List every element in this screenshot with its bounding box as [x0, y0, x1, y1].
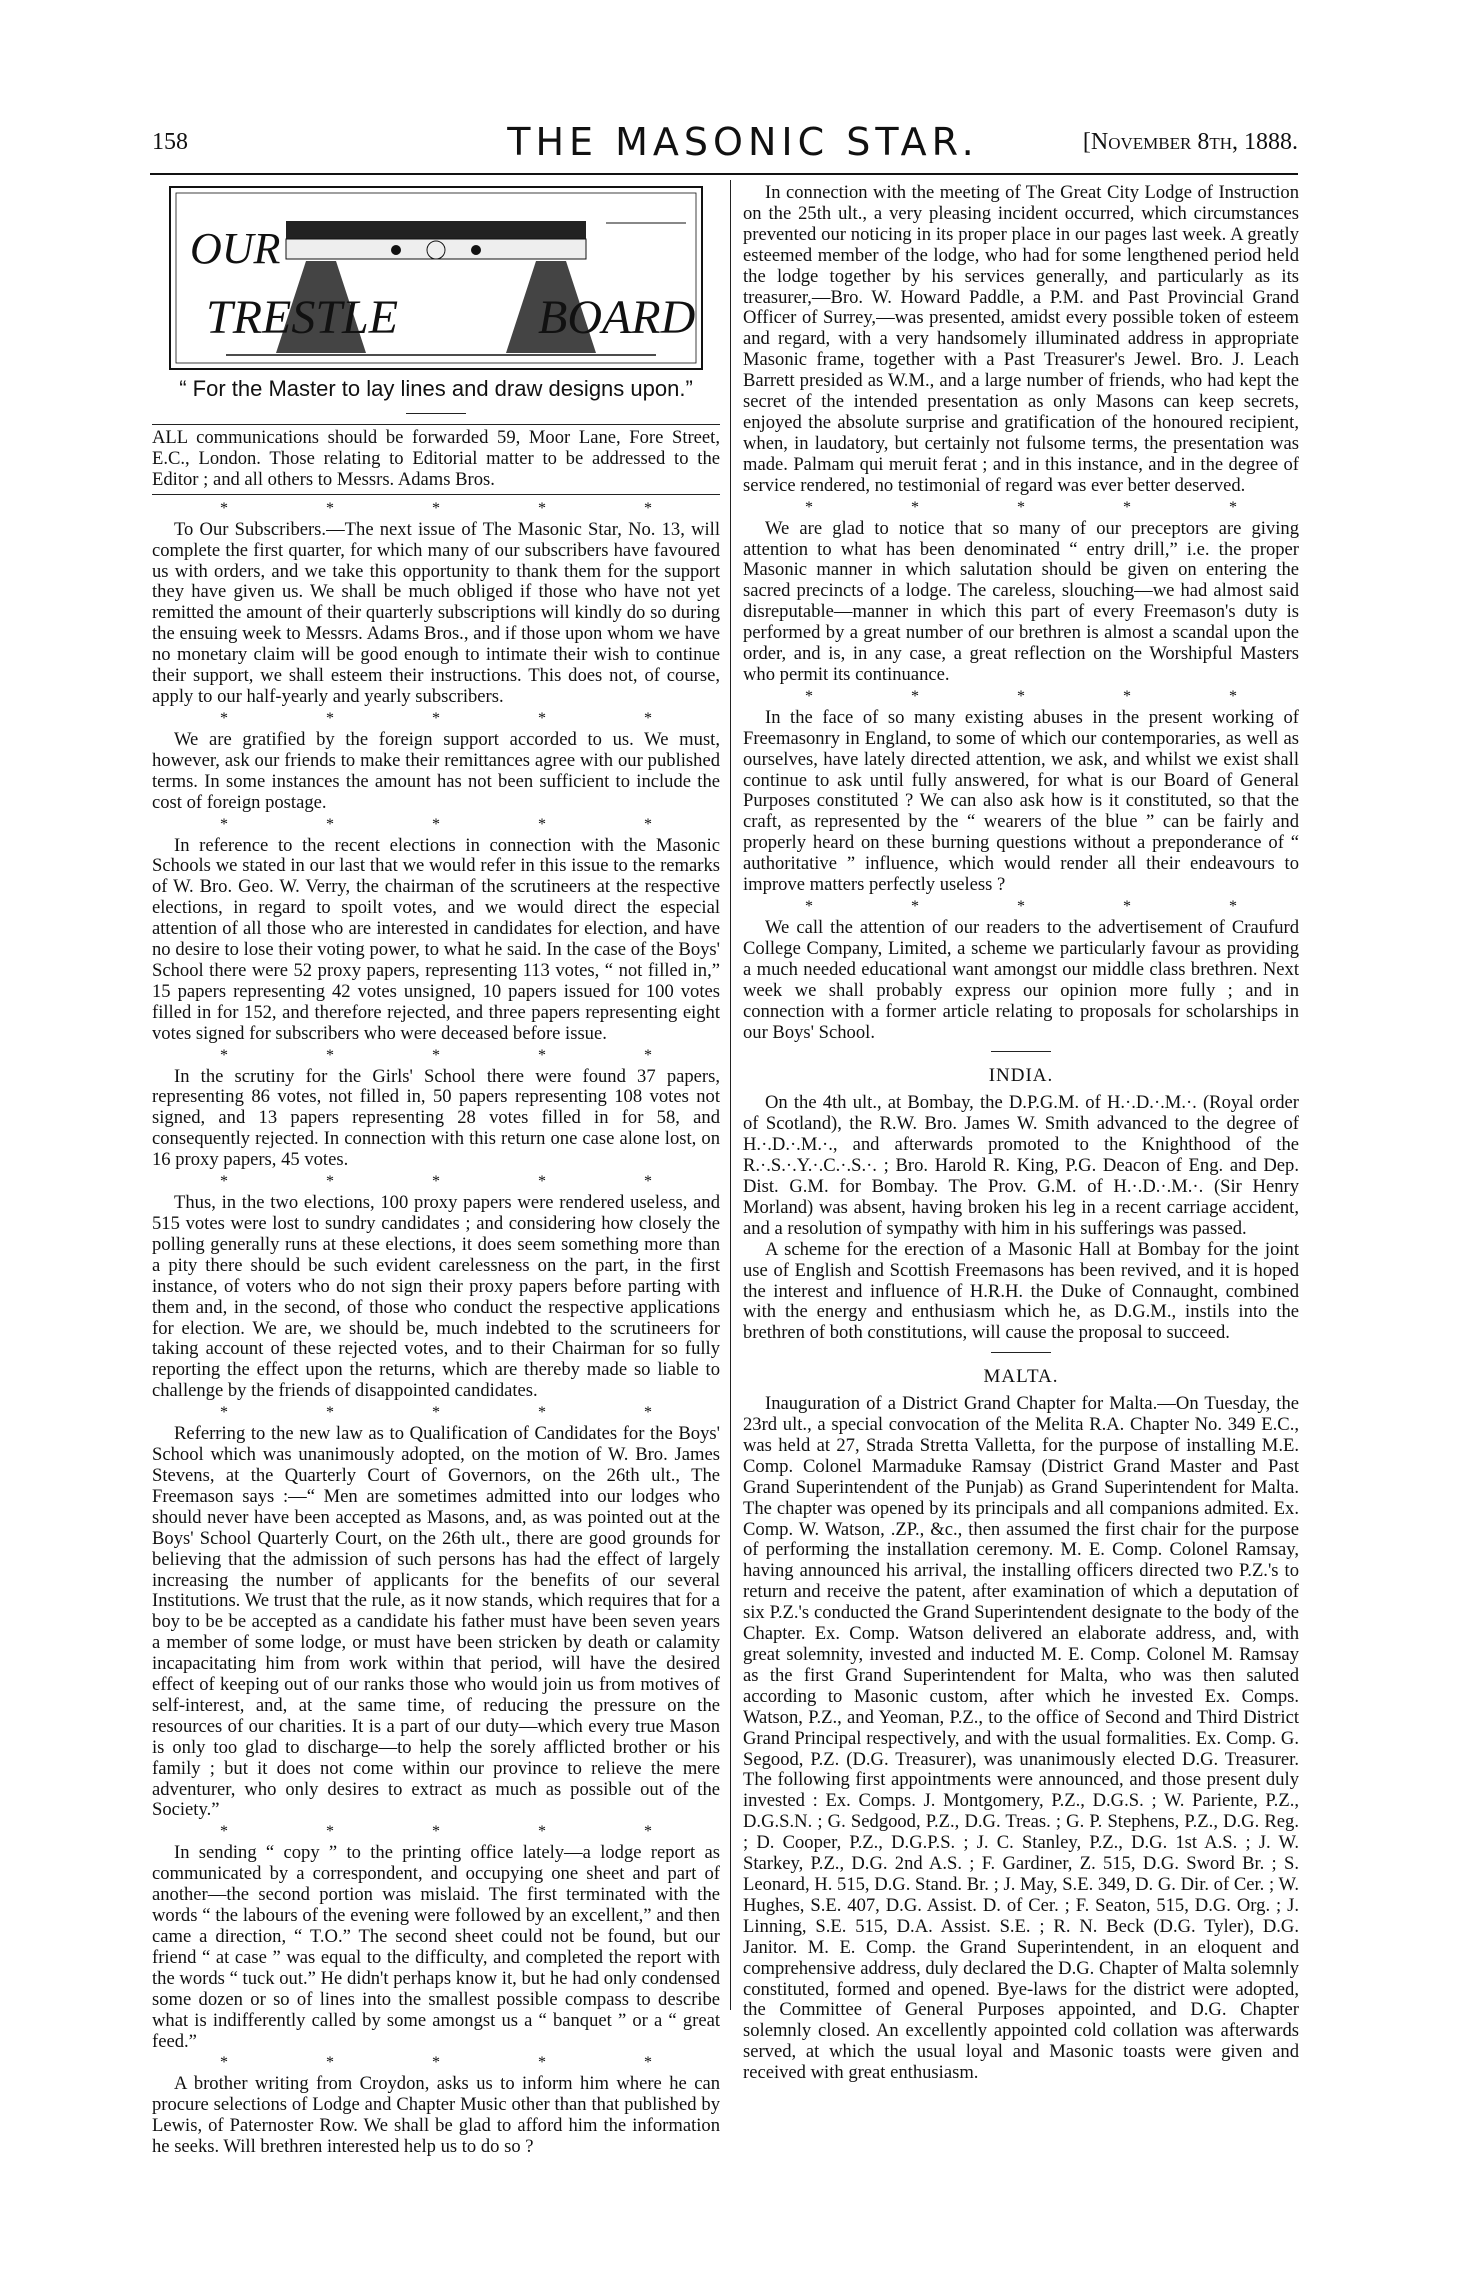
paragraph: In connection with the meeting of The Great City Lodge of Instruction on the 25th ult., a very pleasing incident occurred, which circumstances prevented our noticing in its proper place in our pages last week. A greatly esteemed member of the lodge, who had for some lengthened period held the lodge together by his services generally, and particularly as its treasurer,—Bro. W. Howard Paddle, a P.M. and Past Provincial Grand Officer of Surrey,—was presented, amidst every possible token of esteem and regard, with a very handsomely illuminated address in appropriate Masonic frame, together with a Past Treasurer's Jewel. Bro. J. Leach Barrett presided as W.M., and a large number of friends, who had kept the secret of the intended presentation as only Masons can keep secrets, enjoyed the absolute surprise and gratification of the honoured recipient, when, in laudatory, but certainly not fulsome terms, the presentation was made. Palmam qui meruit ferat ; and in this instance, and in the degree of service rendered, no testimonial of regard was ever better deserved.: [743, 182, 1299, 496]
paragraph: Referring to the new law as to Qualification of Candidates for the Boys' School which was unanimously adopted, on the motion of W. Bro. James Stevens, at the Quarterly Court of Governors, on the 26th ult., The Freemason says :—“ Men are sometimes admitted into our lodges who should never have been accepted as Masons, and, as was pointed out at the Boys' School Quarterly Court, on the 26th ult., there are good grounds for believing that the admission of such persons has had the effect of largely increasing the number of applicants for the benefits of our several Institutions. We trust that the rule, as it now stands, which requires that for a boy to be be accepted as a candidate his father must have been seven years a member of some lodge, or must have been stricken by death or calamity incapacitating him from work within that period, will have the desired effect of keeping out of our ranks those who would join us from motives of self-interest, and, at the same time, of reducing the pressure on the resources of our charities. It is a part of our duty—which every true Mason is only too glad to discharge—to help the sorely afflicted brother or his family ; but it does not come within our province to relieve the mere adventurer, who only desires to extract as much as possible out of the Society.”: [152, 1423, 720, 1821]
section-separator: * * * * *: [220, 499, 652, 517]
column-divider: [730, 180, 731, 2010]
divider: [991, 1352, 1051, 1353]
paragraph: Thus, in the two elections, 100 proxy papers were rendered useless, and 515 votes were lost to sundry candidates ; and considering how closely the polling generally runs at these elections, it does seem something more than a pity there should be such evident carelessness on the part, in the first instance, of voters who do not sign their proxy papers before parting with them and, in the second, of those who conduct the respective applications for election. We are, we should be, much indebted to the scrutineers for taking account of these rejected votes, and to their Chairman for so fully reporting the effect upon the returns, which are thereby made so liable to challenge by the friends of disappointed candidates.: [152, 1192, 720, 1402]
section-heading-india: INDIA.: [988, 1065, 1054, 1087]
paragraph: To Our Subscribers.—The next issue of The Masonic Star, No. 13, will complete the first quarter, for which many of our subscribers have favoured us with orders, and we take this opportunity to thank them for the support they have given us. We shall be much obliged if those who have not yet remitted the amount of their quarterly subscriptions will kindly do so during the ensuing week to Messrs. Adams Bros., and if those upon whom we have no monetary claim will be good enough to intimate their wish to continue their support, we shall esteem their instructions. This does not, of course, apply to our half-yearly and yearly subscribers.: [152, 518, 720, 707]
header-rule: [150, 173, 1298, 175]
divider: [152, 494, 720, 495]
paragraph: We are glad to notice that so many of our preceptors are giving attention to what has been denominated “ entry drill,” i.e. the proper Masonic manner in which salutation should be given on entering the sacred precincts of a lodge. The careless, slouching—we had almost said disreputable—manner in which this part of every Freemason's duty is performed by a great number of our brethren is almost a scandal upon the order, and is, in any case, a great reflection on the Worshipful Masters who permit its continuance.: [743, 517, 1299, 685]
section-separator: * * * * *: [220, 709, 652, 727]
section-separator: * * * * *: [805, 898, 1237, 915]
divider: [406, 413, 466, 414]
left-column: [152, 183, 720, 2158]
section-heading-malta: MALTA.: [983, 1366, 1059, 1388]
svg-text:BOARD: BOARD: [538, 291, 696, 344]
section-separator: * * * * *: [220, 1173, 652, 1191]
paragraph: In reference to the recent elections in connection with the Masonic Schools we stated in our last that we would refer in this issue to the remarks of W. Bro. Geo. W. Verry, the chairman of the scrutineers at the respective elections, in regard to spoilt votes, and we would direct the especial attention of all those who are interested in candidates for election, and have no desire to lose their voting power, to what he said. In the case of the Boys' School there were 52 proxy papers, representing 113 votes, “ not filled in,” 15 papers representing 42 votes unsigned, 10 papers issued for 100 votes filled in for 152, and therefore rejected, and three papers representing eight votes signed for subscribers who were deceased before issue.: [152, 834, 720, 1044]
divider: [152, 424, 720, 425]
section-separator: * * * * *: [220, 1046, 652, 1064]
paragraph: In sending “ copy ” to the printing office lately—a lodge report as communicated by a correspondent, and occupying one sheet and part of another—the second portion was mislaid. The first terminated with the words “ the labours of the evening were followed by an excellent,” and then came a direction, “ T.O.” The second sheet could not be found, but our friend “ at case ” was equal to the difficulty, and completed the report with the words “ tuck out.” He didn't perhaps know it, but he had only condensed some dozen or so of lines into the smallest possible compass to describe what is indifferently called by some amongst us a “ banquet ” or a “ great feed.”: [152, 1842, 720, 2052]
logo-motto: “ For the Master to lay lines and draw designs upon.”: [179, 376, 693, 401]
communications-notice: ALL communications should be forwarded 59, Moor Lane, Fore Street, E.C., London. Those relating to Editorial matter to be addressed to the Editor ; and all others to Messrs. Adams Bros.: [152, 427, 720, 490]
page-number: 158: [152, 129, 188, 155]
section-separator: * * * * *: [805, 687, 1237, 705]
page-title: THE MASONIC STAR.: [507, 120, 979, 164]
divider: [991, 1051, 1051, 1052]
section-separator: * * * * *: [220, 1404, 652, 1422]
paragraph: Inauguration of a District Grand Chapter for Malta.—On Tuesday, the 23rd ult., a special convocation of the Melita R.A. Chapter No. 349 E.C., was held at 27, Strada Stretta Valletta, for the purpose of installing M.E. Comp. Colonel Marmaduke Ramsay (District Grand Master and Past Grand Superintendent of the Punjab) as Grand Superintendent for Malta. The chapter was opened by its principals and all companions admited. Ex. Comp. W. Watson, .ZP., &c., then assumed the first chair for the purpose of performing the installation ceremony. M. E. Comp. Colonel Ramsay, having announced his arrival, the installing officers directed two P.Z.'s to return and receive the patent, after examination of which a deputation of six P.Z.'s conducted the Grand Superintendent designate to the body of the Chapter. Ex. Comp. Watson delivered an elaborate address, and, with great solemnity, invested and inducted M. E. Comp. Colonel M. Ramsay as the first Grand Superintendent for Malta, who was then saluted according to Masonic custom, after which he invested Ex. Comps. Watson, P.Z., and Yeoman, P.Z., to the office of Second and Third District Grand Principal respectively, and with the usual formalities. Ex. Comp. G. Segood, P.Z. (D.G. Treasurer), was unanimously elected D.G. Treasurer. The following first appointments were announced, and those present duly invested : Ex. Comps. J. Montgomery, P.Z., D.G.S. ; W. Pariente, P.Z., D.G.S.N. ; G. Sedgood, P.Z., D.G. Treas. ; G. P. Stephens, P.Z., D.G. Reg. ; D. Cooper, P.Z., D.G.P.S. ; J. C. Stanley, P.Z., D.G. 1st A.S. ; J. W. Starkey, P.Z., D.G. 2nd A.S. ; F. Gardiner, Z. 515, D.G. Sword Br. ; S. Leonard, H. 515, D.G. Stand. Br. ; J. May, S.E. 349, D. G. Dir. of Cer. ; W. Hughes, S.E. 407, D.G. Assist. D. of Cer. ; F. Seaton, 515, D.G. Org. ; J. Linning, S.E. 515, D.A. Assist. S.E. ; R. N. Beck (D.G. Tyler), D.G. Janitor. M. E. Comp. the Grand Superintendent, in an eloquent and comprehensive address, duly declared the D.G. Chapter of Malta solemnly constituted, formed and opened. Bye-laws for the district were adopted, the Committee of General Purposes appointed, and D.G. Chapter solemnly closed. An excellently appointed cold collation was afterwards served, at which the usual loyal and Masonic toasts were given and received with great enthusiasm.: [743, 1393, 1299, 2084]
page-date: [November 8th, 1888.: [1082, 129, 1298, 155]
paragraph: In the scrutiny for the Girls' School there were found 37 papers, representing 86 votes, not filled in, 50 papers representing 108 votes not signed, and 13 papers representing 28 votes filled in for 58, and consequently rejected. In connection with this return one case alone lost, on 16 proxy papers, 45 votes.: [152, 1065, 720, 1171]
paragraph: A scheme for the erection of a Masonic Hall at Bombay for the joint use of English and Scottish Freemasons has been revived, and it is hoped the interest and influence of H.R.H. the Duke of Connaught, combined with the energy and enthusiasm which he, as D.G.M., instils into the brethren of both constitutions, will cause the proposal to succeed.: [743, 1238, 1299, 1344]
paragraph: We are gratified by the foreign support accorded to us. We must, however, ask our friends to make their remittances agree with our published terms. In some instances the amount has not been sufficient to include the cost of foreign postage.: [152, 728, 720, 813]
section-separator: * * * * *: [220, 1823, 652, 1841]
paragraph: In the face of so many existing abuses in the present working of Freemasonry in England, to some of which our contemporaries, as well as ourselves, have lately directed attention, we ask, and whilst we exist shall continue to ask until fully answered, for what is our Board of General Purposes constituted ? We can also ask how is it constituted, so that the craft, as represented by the “ wearers of the blue ” can be fairly and properly heard on these burning questions without a preponderance of “ authoritative ” influence, which would render all their endeavours to improve matters perfectly useless ?: [743, 706, 1299, 896]
section-separator: * * * * *: [220, 815, 652, 833]
section-separator: * * * * *: [805, 498, 1237, 516]
trestle-board-logo: [166, 183, 706, 373]
section-separator: * * * * *: [220, 2054, 652, 2072]
svg-text:TRESTLE: TRESTLE: [206, 291, 399, 344]
svg-text:OUR: OUR: [190, 224, 281, 273]
paragraph: A brother writing from Croydon, asks us to inform him where he can procure selections of Lodge and Chapter Music other than that published by Lewis, of Paternoster Row. We shall be glad to afford him the information he seeks. Will brethren interested help us to do so ?: [152, 2073, 720, 2158]
paragraph: On the 4th ult., at Bombay, the D.P.G.M. of H.·.D.·.M.·. (Royal order of Scotland), the R.W. Bro. James W. Smith advanced to the degree of H.·.D.·.M.·., and afterwards promoted to the Knighthood of the R.·.S.·.Y.·.C.·.S.·. ; Bro. Harold R. King, P.G. Deacon of Eng. and Dep. Dist. G.M. for Bombay. The Prov. G.M. of H.·.D.·.M.·. (Sir Henry Morland) was absent, having broken his leg in a recent carriage accident, and a resolution of sympathy with him in his sufferings was passed.: [743, 1092, 1299, 1239]
paragraph: We call the attention of our readers to the advertisement of Craufurd College Company, Limited, a scheme we particularly favour as providing a much needed educational want amongst our middle class brethren. Next week we shall probably express our opinion more fully ; and in connection with a former article relating to proposals for scholarships in our Boys' School.: [743, 917, 1299, 1043]
right-column: [743, 183, 1299, 2084]
